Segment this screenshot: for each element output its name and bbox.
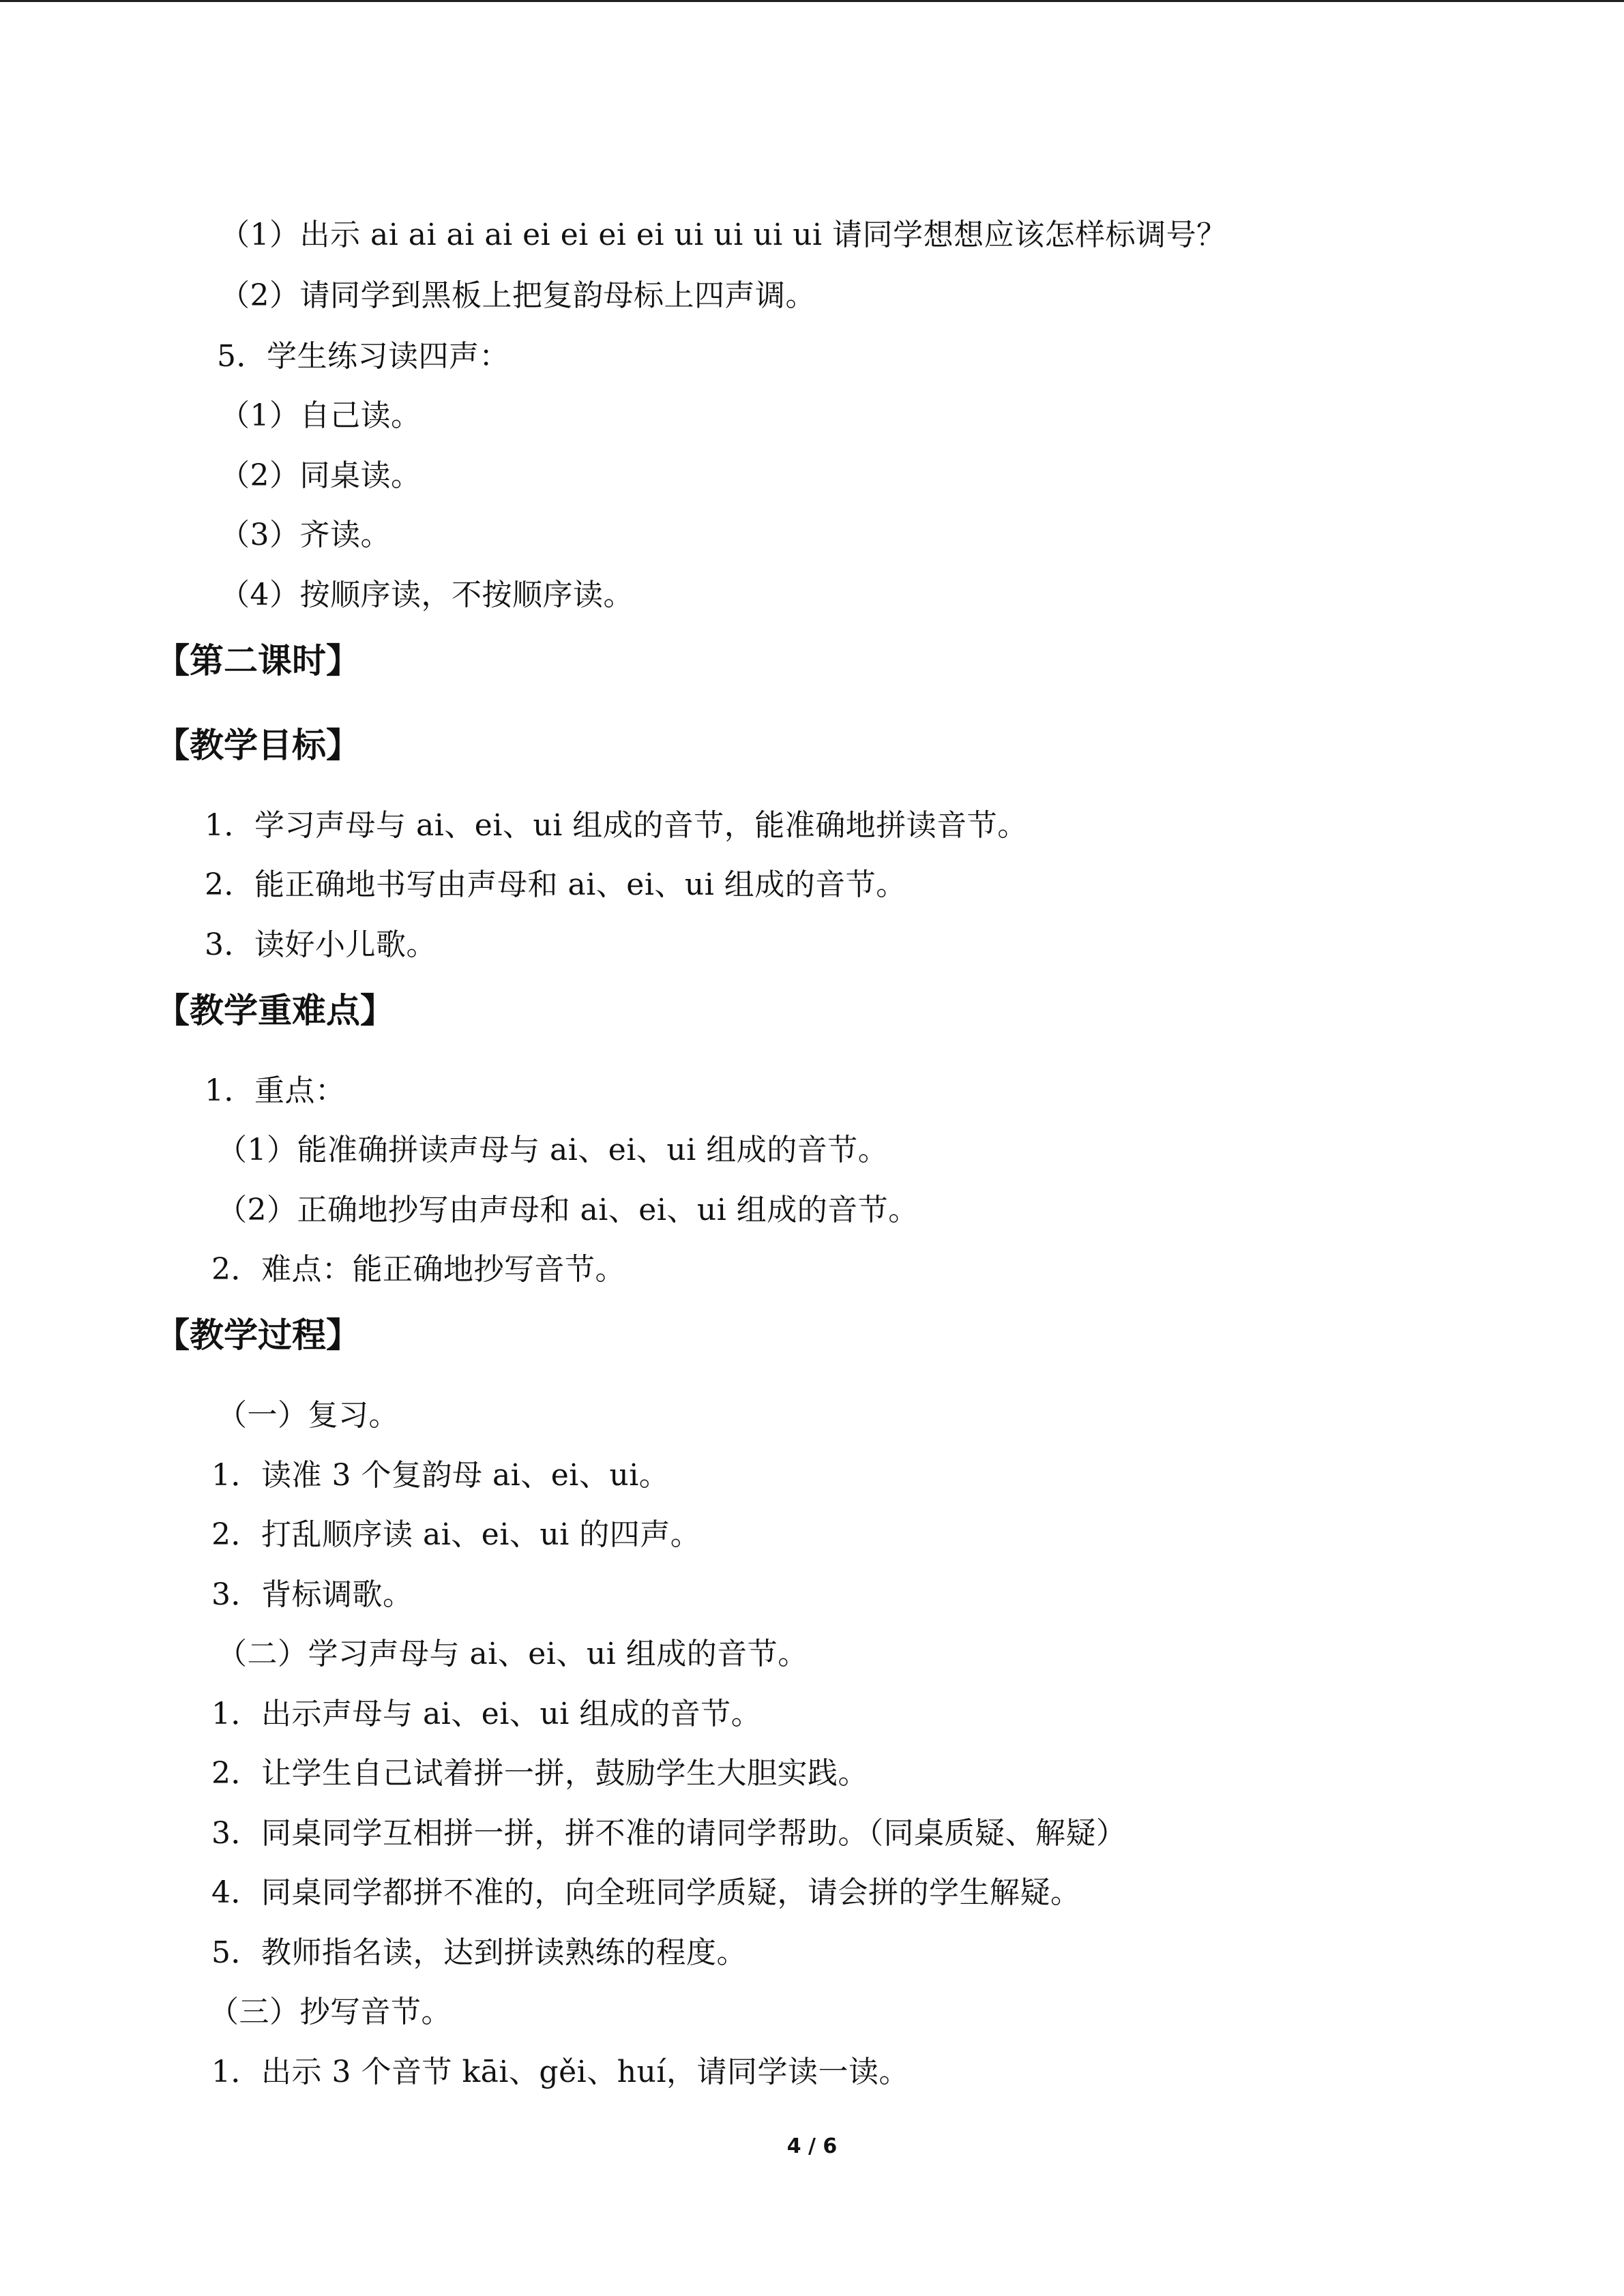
text-line: （1）自己读。 [220, 398, 422, 433]
section-heading-key: 【教学重难点】 [156, 991, 394, 1030]
key-point-item: （2）正确地抄写由声母和 ai、ei、ui 组成的音节。 [217, 1193, 919, 1227]
key-point-item: （1）能准确拼读声母与 ai、ei、ui 组成的音节。 [217, 1133, 889, 1167]
section-heading-process: 【教学过程】 [156, 1315, 360, 1355]
process-item: 2．打乱顺序读 ai、ei、ui 的四声。 [211, 1517, 701, 1552]
process-item: 1．出示 3 个音节 kāi、gěi、huí，请同学读一读。 [211, 2055, 909, 2089]
top-border [0, 0, 1624, 2]
key-point-item: 1．重点： [205, 1073, 346, 1108]
goal-item: 3．读好小儿歌。 [205, 927, 437, 962]
process-item: 3．背标调歌。 [211, 1577, 413, 1612]
text-line: （4）按顺序读，不按顺序读。 [220, 578, 634, 612]
section-heading-lesson2: 【第二课时】 [156, 641, 360, 681]
text-line: （2）同桌读。 [220, 458, 422, 493]
text-line: （1）出示 ai ai ai ai ei ei ei ei ui ui ui ui 请同学想想应该怎样标调号？ [220, 218, 1227, 252]
process-item: 5．教师指名读，达到拼读熟练的程度。 [211, 1935, 747, 1970]
process-item: （二）学习声母与 ai、ei、ui 组成的音节。 [217, 1637, 808, 1671]
process-item: （一）复习。 [217, 1398, 399, 1433]
process-item: 2．让学生自己试着拼一拼，鼓励学生大胆实践。 [211, 1756, 868, 1791]
key-point-item: 2．难点：能正确地抄写音节。 [211, 1252, 625, 1287]
text-line: （2）请同学到黑板上把复韵母标上四声调。 [220, 278, 816, 313]
process-item: 4．同桌同学都拼不准的，向全班同学质疑，请会拼的学生解疑。 [211, 1875, 1081, 1910]
section-heading-goals: 【教学目标】 [156, 726, 360, 765]
process-item: 1．读准 3 个复韵母 ai、ei、ui。 [211, 1458, 670, 1493]
text-line: （3）齐读。 [220, 518, 391, 552]
process-item: 1．出示声母与 ai、ei、ui 组成的音节。 [211, 1697, 762, 1731]
process-item: （三）抄写音节。 [209, 1995, 452, 2029]
goal-item: 2．能正确地书写由声母和 ai、ei、ui 组成的音节。 [205, 867, 906, 902]
goal-item: 1．学习声母与 ai、ei、ui 组成的音节，能准确地拼读音节。 [205, 808, 1028, 843]
page-number: 4 / 6 [786, 2134, 838, 2158]
process-item: 3．同桌同学互相拼一拼，拼不准的请同学帮助。（同桌质疑、解疑） [211, 1816, 1127, 1851]
text-line: 5．学生练习读四声： [217, 339, 510, 374]
